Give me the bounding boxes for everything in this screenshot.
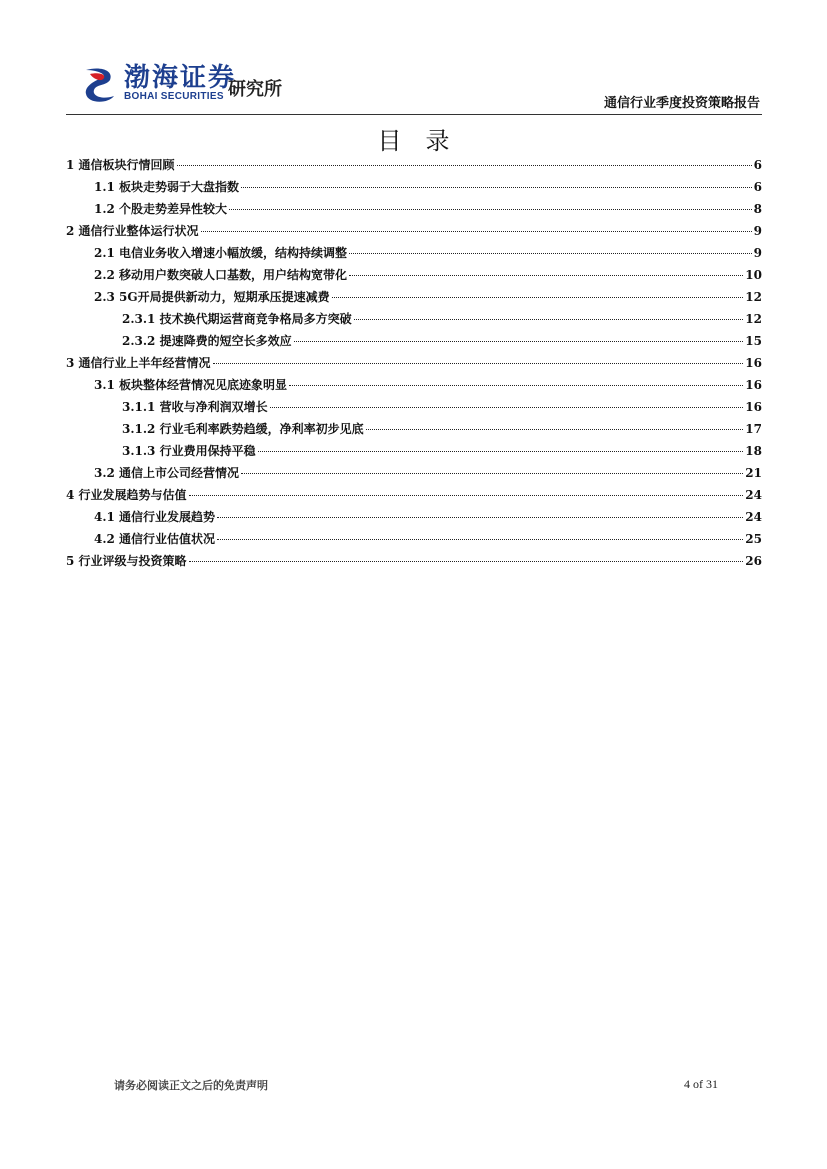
toc-entry-page: 17 [745, 422, 762, 436]
toc-entry[interactable] [66, 310, 762, 332]
toc-entry-page: 6 [753, 158, 762, 172]
toc-entry-label: 2.3.1 技术换代期运营商竞争格局多方突破 [122, 312, 352, 326]
toc-entry-page: 16 [745, 356, 762, 370]
toc-entry-label: 2 通信行业整体运行状况 [66, 224, 199, 238]
toc-dot-leader [217, 539, 743, 540]
toc-entry-page: 24 [745, 510, 762, 524]
toc-entry[interactable] [66, 398, 762, 420]
toc-dot-leader [217, 517, 743, 518]
toc-dot-leader [241, 187, 752, 188]
toc-title: 目录 [377, 127, 474, 155]
toc-dot-leader [229, 209, 752, 210]
toc-entry[interactable] [66, 376, 762, 398]
toc-dot-leader [366, 429, 744, 430]
toc-dot-leader [189, 495, 744, 496]
toc-entry[interactable] [66, 332, 762, 354]
footer-disclaimer: 请务必阅读正文之后的免责声明 [114, 1079, 268, 1092]
toc-entry-label: 4.1 通信行业发展趋势 [94, 510, 216, 524]
toc-entry-label: 2.3.2 提速降费的短空长多效应 [122, 334, 292, 348]
toc-dot-leader [189, 561, 744, 562]
toc-entry-label: 5 行业评级与投资策略 [66, 554, 187, 568]
page-header [66, 60, 762, 116]
bohai-logo-icon [80, 64, 120, 104]
toc-dot-leader [213, 363, 744, 364]
toc-entry[interactable] [66, 530, 762, 552]
toc-entry-label: 3.1 板块整体经营情况见底迹象明显 [94, 378, 288, 392]
toc-entry-label: 2.1 电信业务收入增速小幅放缓，结构持续调整 [94, 246, 348, 260]
toc-entry-page: 25 [745, 532, 762, 546]
toc-entry-page: 12 [745, 312, 762, 326]
toc-entry[interactable] [66, 464, 762, 486]
toc-entry-page: 10 [745, 268, 762, 282]
toc-entry[interactable] [66, 200, 762, 222]
toc-entry[interactable] [66, 420, 762, 442]
toc-entry-page: 12 [745, 290, 762, 304]
toc-entry-page: 9 [753, 246, 762, 260]
toc-entry-label: 1.2 个股走势差异性较大 [94, 202, 228, 216]
toc-entry-page: 26 [745, 554, 762, 568]
toc-entry-label: 2.2 移动用户数突破人口基数，用户结构宽带化 [94, 268, 348, 282]
toc-dot-leader [354, 319, 744, 320]
toc-dot-leader [241, 473, 743, 474]
toc-entry[interactable] [66, 178, 762, 200]
institute-label: 研究所 [228, 79, 282, 100]
toc-entry-page: 15 [745, 334, 762, 348]
report-title: 通信行业季度投资策略报告 [603, 96, 760, 111]
logo-english-name: BOHAI SECURITIES [124, 91, 224, 102]
toc-entry[interactable] [66, 266, 762, 288]
toc-dot-leader [177, 165, 752, 166]
toc-entry-page: 9 [753, 224, 762, 238]
footer-page-number: 4 of 31 [684, 1077, 718, 1091]
toc-dot-leader [349, 275, 743, 276]
toc-entry[interactable] [66, 156, 762, 178]
toc-entry-label: 3.1.1 营收与净利润双增长 [122, 400, 268, 414]
toc-entry-label: 4.2 通信行业估值状况 [94, 532, 216, 546]
toc-entry-page: 8 [753, 202, 762, 216]
toc-entry-label: 1.1 板块走势弱于大盘指数 [94, 180, 240, 194]
toc-entry-page: 16 [745, 378, 762, 392]
toc-dot-leader [258, 451, 744, 452]
toc-entry-page: 16 [745, 400, 762, 414]
toc-entry-page: 18 [745, 444, 762, 458]
toc-dot-leader [349, 253, 752, 254]
toc-entry-label: 2.3 5G开局提供新动力，短期承压提速减费 [94, 290, 330, 304]
toc-entry-label: 3.1.2 行业毛利率跌势趋缓，净利率初步见底 [122, 422, 364, 436]
toc-dot-leader [201, 231, 752, 232]
toc-dot-leader [270, 407, 744, 408]
toc-entry[interactable] [66, 222, 762, 244]
toc-entry-page: 24 [745, 488, 762, 502]
toc-entry[interactable] [66, 288, 762, 310]
header-divider [66, 114, 762, 115]
toc-dot-leader [294, 341, 744, 342]
logo-chinese-name: 渤海证券 [124, 63, 237, 93]
toc-entry-label: 3.1.3 行业费用保持平稳 [122, 444, 256, 458]
table-of-contents [66, 156, 762, 574]
toc-entry[interactable] [66, 486, 762, 508]
toc-entry[interactable] [66, 244, 762, 266]
toc-entry[interactable] [66, 354, 762, 376]
toc-entry[interactable] [66, 552, 762, 574]
toc-entry-label: 1 通信板块行情回顾 [66, 158, 175, 172]
toc-entry-label: 4 行业发展趋势与估值 [66, 488, 187, 502]
toc-entry[interactable] [66, 442, 762, 464]
toc-entry-label: 3.2 通信上市公司经营情况 [94, 466, 240, 480]
toc-entry-page: 6 [753, 180, 762, 194]
toc-entry[interactable] [66, 508, 762, 530]
toc-entry-label: 3 通信行业上半年经营情况 [66, 356, 211, 370]
toc-dot-leader [289, 385, 743, 386]
toc-entry-page: 21 [745, 466, 762, 480]
toc-dot-leader [332, 297, 744, 298]
